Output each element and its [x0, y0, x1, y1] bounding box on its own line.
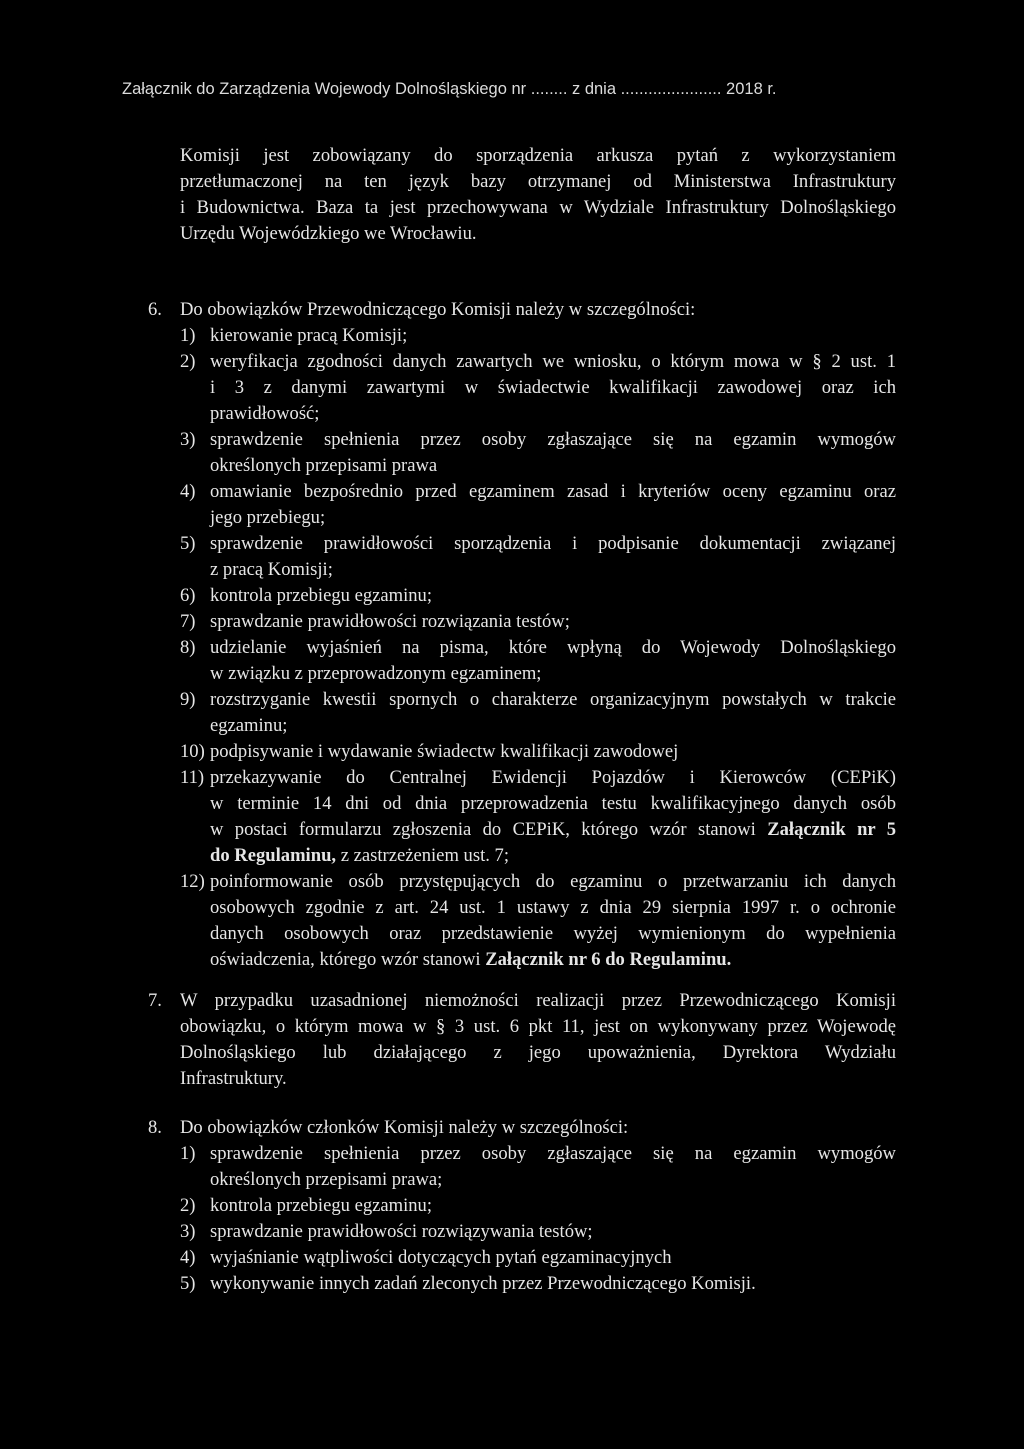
section-line: obowiązku, o którym mowa w § 3 ust. 6 pkt 11, jest on wykonywany przez Wojewodę	[180, 1016, 896, 1037]
list-item	[180, 1271, 896, 1297]
item-line: określonych przepisami prawa;	[210, 1169, 443, 1190]
item-line: określonych przepisami prawa	[210, 455, 438, 476]
list-item	[180, 1141, 896, 1193]
item-line: sprawdzenie prawidłowości sporządzenia i podpisanie dokumentacji związanej	[210, 533, 896, 554]
item-line: kontrola przebiegu egzaminu;	[210, 585, 433, 606]
item-line: udzielanie wyjaśnień na pisma, które wpłyną do Wojewody Dolnośląskiego	[210, 637, 896, 658]
item-number: 3)	[180, 429, 196, 450]
section-6	[148, 297, 896, 973]
item-number: 10)	[180, 741, 205, 762]
list-item	[180, 687, 896, 739]
item-line: podpisywanie i wydawanie świadectw kwalifikacji zawodowej	[210, 741, 679, 762]
item-line: przekazywanie do Centralnej Ewidencji Pojazdów i Kierowców (CEPiK)	[210, 767, 896, 788]
section-7	[148, 988, 896, 1092]
annex-5-reference: Załącznik nr 5	[767, 819, 897, 840]
item-line: omawianie bezpośrednio przed egzaminem zasad i kryteriów oceny egzaminu oraz	[210, 481, 896, 502]
intro-line: Urzędu Wojewódzkiego we Wrocławiu.	[180, 223, 477, 244]
list-item	[180, 323, 896, 349]
list-item	[180, 1245, 896, 1271]
item-number: 3)	[180, 1221, 196, 1242]
item-line: kontrola przebiegu egzaminu;	[210, 1195, 433, 1216]
regulation-reference: do Regulaminu,	[210, 845, 337, 866]
section-title-text: Do obowiązków członków Komisji należy w szczególności:	[180, 1117, 629, 1138]
section-line: Dolnośląskiego lub działającego z jego upoważnienia, Dyrektora Wydziału	[180, 1042, 896, 1063]
item-line: sprawdzanie prawidłowości rozwiązania testów;	[210, 611, 570, 632]
item-number: 8)	[180, 637, 196, 658]
list-item	[180, 427, 896, 479]
item-number: 1)	[180, 1143, 196, 1164]
section-line: W przypadku uzasadnionej niemożności realizacji przez Przewodniczącego Komisji	[180, 990, 896, 1011]
item-line: weryfikacja zgodności danych zawartych we wniosku, o którym mowa w § 2 ust. 1	[210, 351, 896, 372]
item-number: 5)	[180, 533, 196, 554]
item-line-text: z zastrzeżeniem ust. 7;	[336, 845, 510, 866]
section-number: 7.	[148, 990, 162, 1011]
list-item	[180, 869, 896, 973]
item-line: rozstrzyganie kwestii spornych o charakterze organizacyjnym powstałych w trakcie	[210, 689, 896, 710]
item-line-text: w postaci formularzu zgłoszenia do CEPiK, którego wzór stanowi	[210, 819, 768, 840]
intro-line: Komisji jest zobowiązany do sporządzenia arkusza pytań z wykorzystaniem	[180, 145, 896, 166]
item-number: 9)	[180, 689, 196, 710]
item-number: 2)	[180, 351, 196, 372]
item-number: 6)	[180, 585, 196, 606]
item-number: 1)	[180, 325, 196, 346]
item-line: sprawdzenie spełnienia przez osoby zgłaszające się na egzamin wymogów	[210, 429, 896, 450]
list-item	[180, 479, 896, 531]
list-item	[180, 1193, 896, 1219]
item-line-text: oświadczenia, którego wzór stanowi	[210, 949, 486, 970]
item-line: w związku z przeprowadzonym egzaminem;	[210, 663, 542, 684]
section-number: 8.	[148, 1117, 162, 1138]
list-item	[180, 765, 896, 869]
list-item	[180, 609, 896, 635]
item-line	[210, 817, 896, 843]
section-text	[180, 988, 896, 1092]
item-line	[210, 947, 896, 973]
intro-line: przetłumaczonej na ten język bazy otrzymanej od Ministerstwa Infrastruktury	[180, 171, 896, 192]
item-line: wykonywanie innych zadań zleconych przez Przewodniczącego Komisji.	[210, 1273, 756, 1294]
item-line: jego przebiegu;	[210, 507, 326, 528]
item-number: 4)	[180, 1247, 196, 1268]
intro-line: i Budownictwa. Baza ta jest przechowywana w Wydziale Infrastruktury Dolnośląskiego	[180, 197, 896, 218]
item-line: i 3 z danymi zawartymi w świadectwie kwalifikacji zawodowej oraz ich	[210, 377, 896, 398]
page-header: Załącznik do Zarządzenia Wojewody Dolnośląskiego nr ........ z dnia ...................... 2018 r.	[122, 80, 777, 98]
intro-paragraph	[180, 143, 896, 247]
section-number: 6.	[148, 299, 162, 320]
item-number: 5)	[180, 1273, 196, 1294]
item-number: 12)	[180, 871, 205, 892]
item-number: 4)	[180, 481, 196, 502]
item-line: wyjaśnianie wątpliwości dotyczących pytań egzaminacyjnych	[210, 1247, 672, 1268]
item-line: z pracą Komisji;	[210, 559, 333, 580]
list-item	[180, 349, 896, 427]
item-line: kierowanie pracą Komisji;	[210, 325, 408, 346]
item-line: osobowych zgodnie z art. 24 ust. 1 ustawy z dnia 29 sierpnia 1997 r. o ochronie	[210, 897, 896, 918]
annex-6-reference: Załącznik nr 6 do Regulaminu.	[485, 949, 732, 970]
item-line: danych osobowych oraz przedstawienie wyżej wymienionym do wypełnienia	[210, 923, 896, 944]
item-number: 11)	[180, 767, 205, 788]
list-item	[180, 635, 896, 687]
section-8	[148, 1115, 896, 1297]
list-item	[180, 531, 896, 583]
item-line: sprawdzenie spełnienia przez osoby zgłaszające się na egzamin wymogów	[210, 1143, 896, 1164]
section-line: Infrastruktury.	[180, 1068, 287, 1089]
item-number: 7)	[180, 611, 196, 632]
item-line: egzaminu;	[210, 715, 288, 736]
item-line	[210, 843, 896, 869]
list-item	[180, 583, 896, 609]
section-title-text: Do obowiązków Przewodniczącego Komisji należy w szczególności:	[180, 299, 696, 320]
section-title	[180, 1115, 896, 1141]
item-line: w terminie 14 dni od dnia przeprowadzenia testu kwalifikacyjnego danych osób	[210, 793, 896, 814]
list-item	[180, 1219, 896, 1245]
list-item	[180, 739, 896, 765]
item-line: sprawdzanie prawidłowości rozwiązywania testów;	[210, 1221, 593, 1242]
item-line: prawidłowość;	[210, 403, 320, 424]
item-line: poinformowanie osób przystępujących do egzaminu o przetwarzaniu ich danych	[210, 871, 896, 892]
section-title	[180, 297, 896, 323]
item-number: 2)	[180, 1195, 196, 1216]
